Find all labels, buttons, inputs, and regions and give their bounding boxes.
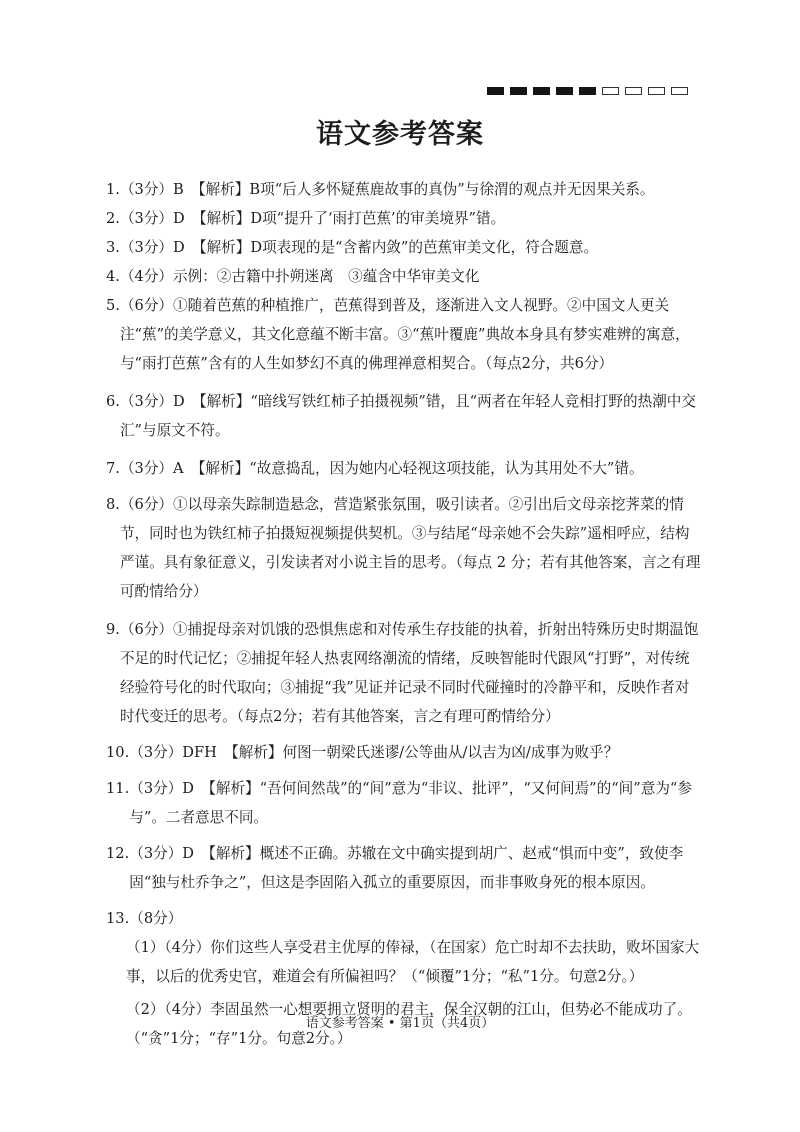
answer-number: 2. <box>106 210 120 227</box>
answer-number: 4. <box>106 268 120 285</box>
answer-number: 10. <box>106 744 130 761</box>
answer-text: （3分）D 【解析】“吾何间然哉”的“间”意为“非议、批评”，“又何间焉”的“间”意为“参与”。二者意思不同。 <box>129 780 692 826</box>
answer-text: （3分）D 【解析】概述不正确。苏辙在文中确实提到胡广、赵戒“惧而中变”，致使李固“独与杜乔争之”，但这是李固陷入孤立的重要原因，而非事败身死的根本原因。 <box>129 845 684 891</box>
answer-number: 1. <box>106 181 120 198</box>
answer-list <box>106 175 701 1053</box>
answer-number: 8. <box>106 496 120 513</box>
answer-item-6 <box>106 387 701 445</box>
answer-number: 7. <box>106 460 120 477</box>
answer-text: （3分）B 【解析】B项“后人多怀疑蕉鹿故事的真伪”与徐渭的观点并无因果关系。 <box>119 181 655 198</box>
page-footer: 语文参考答案 • 第1页（共4页） <box>305 1016 495 1031</box>
q13-part-2: （2）（4分）李固虽然一心想要拥立贤明的君主，保全汉朝的江山，但势必不能成功了。（“贪”1分；“存”1分。句意2分。） <box>126 1001 692 1047</box>
answer-item-10 <box>106 738 701 767</box>
answer-text: （6分）①以母亲失踪制造悬念，营造紧张氛围，吸引读者。②引出后文母亲挖荠菜的情节，同时也为铁红柿子拍摄短视频提供契机。③与结尾“母亲她不会失踪”遥相呼应，结构严谨。具有象征意义，引发读者对小说主旨的思考。（每点 2 分；若有其他答案，言之有理可酌情给分） <box>119 496 701 600</box>
empty-mark <box>671 87 688 95</box>
answer-item-5 <box>106 291 701 378</box>
filled-mark <box>556 87 573 95</box>
answer-text: （3分）DFH 【解析】何图一朝梁氏迷谬/公等曲从/以吉为凶/成事为败乎？ <box>129 744 619 761</box>
empty-mark <box>648 87 665 95</box>
answer-number: 3. <box>106 239 120 256</box>
answer-item-11 <box>106 774 701 832</box>
answer-item-13 <box>106 904 701 933</box>
answer-number: 6. <box>106 393 120 410</box>
filled-mark <box>579 87 596 95</box>
filled-mark <box>510 87 527 95</box>
answer-text: （3分）A 【解析】“故意捣乱，因为她内心轻视这项技能，认为其用处不大”错。 <box>119 460 644 477</box>
answer-item-9 <box>106 615 701 731</box>
answer-number: 13. <box>106 910 130 927</box>
header-marks <box>487 87 688 95</box>
answer-number: 12. <box>106 845 130 862</box>
empty-mark <box>625 87 642 95</box>
q13-part-1: （1）（4分）你们这些人享受君主优厚的俸禄，（在国家）危亡时却不去扶助，败坏国家大事，以后的优秀史官，难道会有所偏袒吗？（“倾覆”1分；“私”1分。句意2分。） <box>126 939 700 985</box>
answer-text: （3分）D 【解析】D项“提升了‘雨打芭蕉’的审美境界”错。 <box>119 210 506 227</box>
answer-text: （6分）①捕捉母亲对饥饿的恐惧焦虑和对传承生存技能的执着，折射出特殊历史时期温饱不足的时代记忆；②捕捉年轻人热衷网络潮流的情绪，反映智能时代跟风“打野”，对传统经验符号化的时代取向；③捕捉“我”见证并记录不同时代碰撞时的冷静平和，反映作者对时代变迁的思考。（每点2分；若有其他答案，言之有理可酌情给分） <box>119 621 699 725</box>
answer-text: （8分） <box>129 910 183 927</box>
answer-item-1 <box>106 175 701 204</box>
empty-mark <box>602 87 619 95</box>
filled-mark <box>487 87 504 95</box>
answer-number: 5. <box>106 297 120 314</box>
answer-item-2 <box>106 204 701 233</box>
answer-number: 11. <box>106 780 130 797</box>
answer-number: 9. <box>106 621 120 638</box>
answer-text: （6分）①随着芭蕉的种植推广，芭蕉得到普及，逐渐进入文人视野。②中国文人更关注“蕉”的美学意义，其文化意蕴不断丰富。③“蕉叶覆鹿”典故本身具有梦实难辨的寓意，与“雨打芭蕉”含有的人生如梦幻不真的佛理禅意相契合。（每点2分，共6分） <box>119 297 690 372</box>
answer-text: （3分）D 【解析】“暗线写铁红柿子拍摄视频”错，且“两者在年轻人竞相打野的热潮中交汇”与原文不符。 <box>119 393 696 439</box>
answer-text: （4分）示例：②古籍中扑朔迷离 ③蕴含中华审美文化 <box>119 268 480 285</box>
answer-item-3 <box>106 233 701 262</box>
answer-item-8 <box>106 490 701 606</box>
answer-item-12 <box>106 839 701 897</box>
answer-text: （3分）D 【解析】D项表现的是“含蓄内敛”的芭蕉审美文化，符合题意。 <box>119 239 599 256</box>
filled-mark <box>533 87 550 95</box>
answer-item-4 <box>106 262 701 291</box>
answer-item-7 <box>106 454 701 483</box>
page-title: 语文参考答案 <box>316 119 484 150</box>
